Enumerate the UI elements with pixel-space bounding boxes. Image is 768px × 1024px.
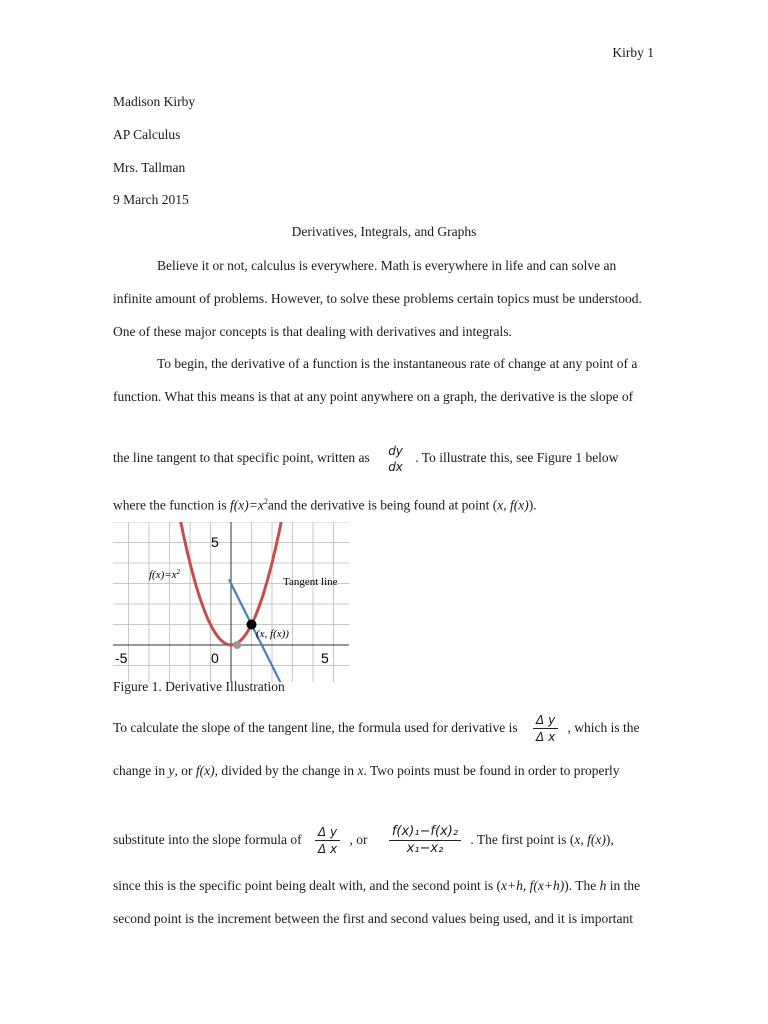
p1-line-3: One of these major concepts is that dealing with derivatives and integrals. [113, 324, 512, 339]
text-span: the line tangent to that specific point, written as [113, 450, 370, 465]
var-h: h [599, 878, 607, 893]
essay-title: Derivatives, Integrals, and Graphs [291, 224, 477, 239]
p2-line-1: To begin, the derivative of a function is the instantaneous rate of change at any point of a [157, 356, 638, 371]
delta-fraction [533, 712, 558, 745]
text-span: To calculate the slope of the tangent line, the formula used for derivative is [113, 720, 518, 735]
date: 9 March 2015 [113, 192, 189, 207]
var-y: y [168, 763, 175, 778]
points-fraction [389, 824, 461, 857]
fraction-denominator: Δ x [536, 730, 556, 745]
p3-line-5: second point is the increment between the first and second values being used, and it is important [113, 911, 633, 926]
text-span: change in [113, 763, 169, 778]
teacher-name: Mrs. Tallman [113, 160, 186, 175]
text-span: ). [528, 497, 537, 513]
p2-line-3 [113, 438, 618, 478]
figure-caption: Figure 1. Derivative Illustration [113, 679, 285, 694]
y-tick-label-5: 5 [211, 534, 219, 550]
p1-line-2: infinite amount of problems. However, to solve these problems certain topics must be understood. [113, 291, 642, 306]
fraction-denominator: x₁−x₂ [406, 841, 444, 857]
p2-line-2: function. What this means is that at any point anywhere on a graph, the derivative is the slope of [113, 389, 634, 404]
x-tick-label-0: 0 [211, 650, 219, 666]
function-text: f(x)=x [229, 497, 264, 513]
p3-line-3 [113, 818, 614, 862]
text-span: in the [606, 878, 641, 893]
origin-dot [233, 641, 241, 649]
delta-fraction-2 [315, 824, 340, 857]
p1-line-1: Believe it or not, calculus is everywhere. Math is everywhere in life and can solve an [157, 258, 617, 273]
text-span: where the function is [113, 497, 230, 513]
text-span: ). The [564, 878, 600, 893]
text-span: . The first point is ( [470, 832, 575, 847]
derivative-figure [113, 522, 349, 682]
function-label [149, 568, 181, 581]
point-text: x, f(x) [497, 497, 529, 513]
x-tick-label-5: 5 [321, 650, 329, 666]
text-span: ), [605, 832, 614, 847]
p3-line-2 [113, 762, 619, 780]
superscript: 2 [263, 497, 268, 506]
text-span: substitute into the slope formula of [113, 832, 302, 847]
text-span: . Two points must be found in order to properly [363, 763, 620, 778]
fraction-numerator: f(x)₁−f(x)₂ [389, 824, 461, 841]
dy-dx-fraction [385, 443, 406, 475]
x-tick-label-neg5: -5 [115, 650, 128, 666]
page-header: Kirby 1 [612, 45, 654, 60]
derivative-chart [113, 522, 349, 682]
tangent-point [247, 620, 257, 630]
author-name: Madison Kirby [113, 94, 196, 109]
function-text: f(x) [195, 763, 215, 778]
tangent-label: Tangent line [283, 576, 338, 588]
text-span: , divided by the change in [214, 763, 358, 778]
p3-line-4 [113, 877, 640, 895]
text-span: , or [174, 763, 196, 778]
fraction-numerator: dy [388, 443, 403, 458]
fraction-numerator: Δ y [315, 824, 340, 841]
course-name: AP Calculus [113, 127, 181, 142]
point-text: x+h, f(x+h) [501, 878, 565, 893]
text-span: , or [349, 832, 368, 847]
point-text: x, f(x) [574, 832, 606, 847]
text-span: . To illustrate this, see Figure 1 below [415, 450, 619, 465]
fraction-denominator: Δ x [317, 842, 338, 857]
point-label: (x, f(x)) [256, 628, 289, 640]
function-label-sup: 2 [176, 568, 181, 576]
fraction-denominator: dx [388, 459, 403, 474]
fraction-numerator: Δ y [533, 712, 558, 729]
text-span: , which is the [567, 720, 640, 735]
text-span: and the derivative is being found at point ( [267, 497, 498, 513]
var-x: x [357, 763, 364, 778]
p2-line-4 [113, 493, 537, 515]
p3-line-1 [113, 708, 640, 748]
function-label-text: f(x)=x [149, 569, 177, 581]
text-span: since this is the specific point being dealt with, and the second point is ( [113, 878, 502, 893]
